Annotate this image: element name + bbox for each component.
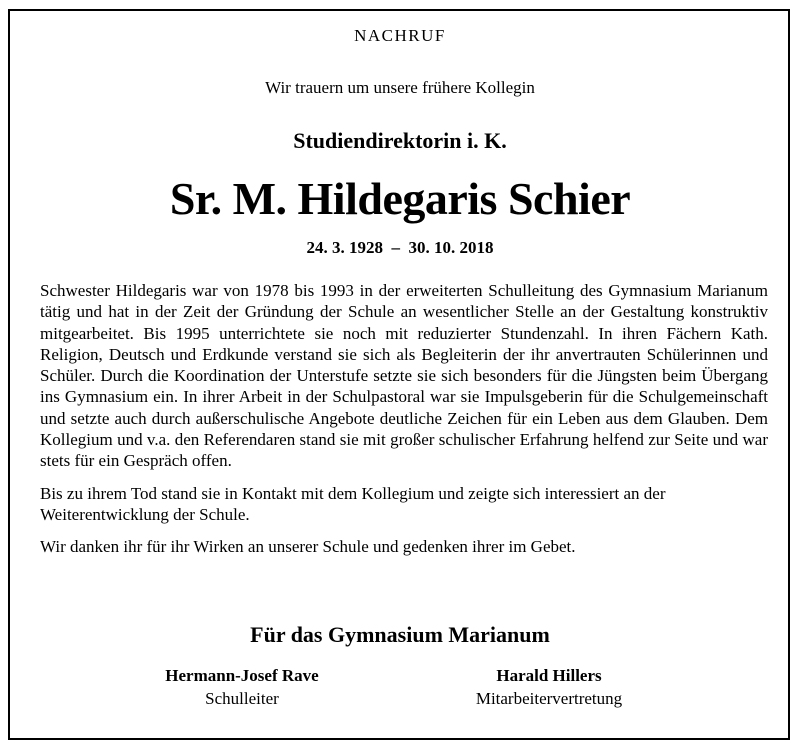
life-dates: 24. 3. 1928 – 30. 10. 2018 (306, 238, 494, 257)
notice-intro: Wir trauern um unsere frühere Kollegin (265, 78, 535, 97)
signatory-name: Hermann-Josef Rave (165, 666, 319, 685)
notice-heading: NACHRUF (354, 26, 446, 45)
signatory-name: Harald Hillers (496, 666, 602, 685)
signatory-role: Schulleiter (205, 689, 279, 708)
body-paragraph: Wir danken ihr für ihr Wirken an unserer Schule und gedenken ihrer im Gebet. (40, 537, 576, 557)
signatory-right (429, 664, 669, 710)
deceased-title: Studiendirektorin i. K. (293, 128, 507, 153)
organization-line: Für das Gymnasium Marianum (250, 622, 550, 647)
body-paragraph: Bis zu ihrem Tod stand sie in Kontakt mit dem Kollegium und zeigte sich interessiert an der Weiterentwicklung der Schule. (40, 483, 666, 524)
notice-body (40, 280, 768, 569)
deceased-name: Sr. M. Hildegaris Schier (169, 173, 631, 224)
signatory-role: Mitarbeitervertretung (475, 689, 623, 708)
body-paragraph: Schwester Hildegaris war von 1978 bis 1993 in der erweiterten Schulleitung des Gymnasium Marianum tätig und hat in der Zeit der Gründung der Schule an wesentlicher Stelle an der Gestaltung konstruktiv mitgearbeitet. Bis 1995 unterrichtete sie noch mit reduzierter Stundenzahl. In ihren Fächern Kath. Religion, Deutsch und Erdkunde verstand sie sich als Begleiterin der ihr anvertrauten Schülerinnen und Schüler. Durch die Koordination der Unterstufe setzte sie sich besonders für die Jüngsten beim Übergang ins Gymnasium ein. In ihrer Arbeit in der Schulpastoral war sie Impulsgeberin für die Schulgemeinschaft und setzte auch durch außerschulische Angebote deutliche Zeichen für ein Leben aus dem Glauben. Dem Kollegium und v.a. den Referendaren stand sie mit großer schulischer Erfahrung helfend zur Seite und war stets für ein Gespräch offen. (40, 281, 768, 471)
signatory-left (122, 664, 362, 710)
